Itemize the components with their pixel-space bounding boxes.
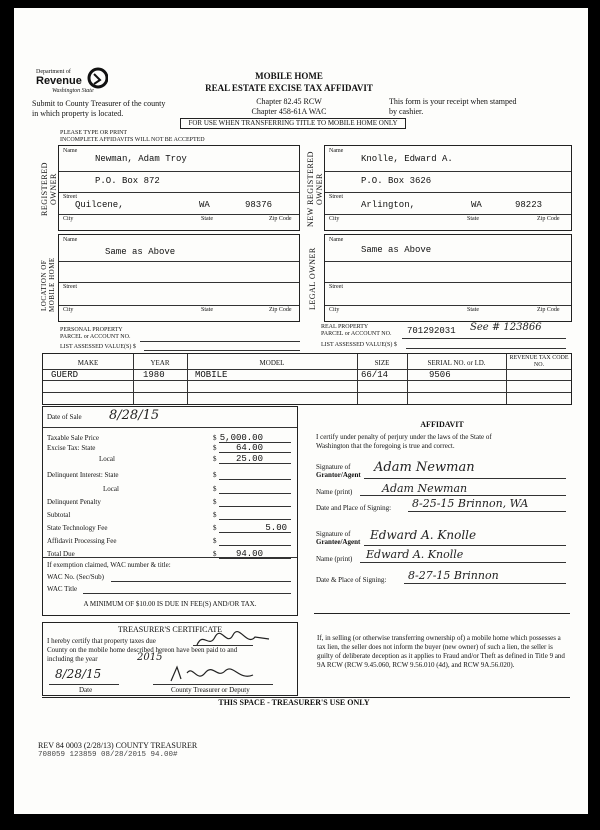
- dept-line2: Revenue: [36, 75, 82, 87]
- date-of-sale-label: Date of Sale: [47, 413, 82, 421]
- grantor-signature: Adam Newman: [374, 460, 475, 475]
- name-label: Name: [63, 148, 78, 154]
- registered-owner-name: Newman, Adam Troy: [95, 154, 187, 164]
- form-number: REV 84 0003 (2/28/13) COUNTY TREASURER: [38, 741, 198, 750]
- grantor-date-label: Date and Place of Signing:: [316, 504, 392, 512]
- dollar-sign: $: [213, 550, 217, 558]
- dept-line3: Washington State: [52, 88, 94, 94]
- dollar-sign: $: [213, 434, 217, 442]
- submit-line1: Submit to County Treasurer of the county: [32, 99, 166, 108]
- sale-row-label: State Technology Fee: [47, 524, 108, 532]
- location-label: LOCATION OF MOBILE HOME: [40, 257, 56, 313]
- sale-row-label: Total Due: [47, 550, 75, 558]
- real-parcel-no: 701292031: [407, 326, 456, 336]
- location-box: [58, 234, 300, 322]
- title-mobile-home: MOBILE HOME: [255, 71, 323, 81]
- vehicle-table: [42, 353, 572, 405]
- zip-label: Zip Code: [269, 216, 292, 222]
- lien-warning: If, in selling (or otherwise transferring ownership of) a mobile home which possesses a tax lien, the seller does not inform the buyer (new owner) of such a lien, the seller is guilty of deliberate deception as it applies to Fraud and/or Theft as defined in Title 9 and 9A RCW (RCW 9.45.060, RCW 9.56.010 (4d), and RCW 9A.56.020).: [317, 634, 565, 669]
- dollar-sign: $: [213, 471, 217, 479]
- submit-line2: in which property is located.: [32, 109, 124, 118]
- grantee-signature: Edward A. Knolle: [370, 528, 477, 542]
- revenue-logo: [34, 66, 108, 98]
- treasurer-signer-label: County Treasurer or Deputy: [171, 686, 250, 694]
- vehicle-serial: 9506: [429, 370, 451, 380]
- sale-box: [42, 406, 298, 616]
- cashier-stamp: 708059 123859 08/28/2015 94.00#: [38, 751, 178, 759]
- sale-row-label: Delinquent Interest: State: [47, 471, 119, 479]
- sale-row-label: Excise Tax: State: [47, 444, 96, 452]
- real-parcel-handwritten: See # 123866: [470, 322, 542, 333]
- street-label: Street: [329, 284, 343, 290]
- grantee-name-label: Name (print): [316, 555, 353, 563]
- wac-no-label: WAC No. (Sec/Sub): [47, 573, 104, 581]
- state-label: State: [467, 216, 479, 222]
- sale-row-value: 94.00: [235, 549, 263, 559]
- col-make: MAKE: [77, 359, 99, 367]
- date-of-sale-value: 8/28/15: [109, 408, 160, 423]
- dollar-sign: $: [213, 455, 217, 463]
- treasurer-title: TREASURER'S CERTIFICATE: [117, 625, 223, 634]
- sig-grantor-label1: Signature of: [316, 463, 351, 471]
- sale-row-label: Local: [99, 455, 115, 463]
- sale-row-value: 25.00: [235, 454, 263, 464]
- col-model: MODEL: [259, 359, 285, 367]
- dollar-sign: $: [213, 511, 217, 519]
- sig-grantor-label2: Grantor/Agent: [316, 471, 361, 479]
- col-revenue-code: REVENUE TAX CODE NO.: [509, 355, 569, 368]
- new-owner-city: Arlington,: [361, 200, 416, 210]
- name-label: Name: [63, 237, 78, 243]
- minimum-note: A MINIMUM OF $10.00 IS DUE IN FEE(S) AND/OR TAX.: [83, 600, 257, 608]
- treasurer-line3: including the year: [47, 655, 98, 663]
- dollar-sign: $: [213, 498, 217, 506]
- receipt-line2: by cashier.: [389, 107, 424, 116]
- affidavit-page: [14, 8, 588, 814]
- state-label: State: [467, 307, 479, 313]
- registered-owner-box: [58, 145, 300, 231]
- zip-label: Zip Code: [269, 307, 292, 313]
- wac-title-label: WAC Title: [47, 585, 78, 593]
- title-affidavit: REAL ESTATE EXCISE TAX AFFIDAVIT: [205, 83, 373, 93]
- registered-owner-label: REGISTERED OWNER: [40, 162, 58, 216]
- vehicle-year: 1980: [143, 370, 165, 380]
- city-label: City: [329, 216, 340, 222]
- sale-row-label: Subtotal: [47, 511, 71, 519]
- affidavit-title: AFFIDAVIT: [420, 420, 464, 429]
- street-label: Street: [63, 194, 77, 200]
- please-type: PLEASE TYPE OR PRINT: [60, 130, 128, 136]
- grantee-name: Edward A. Knolle: [366, 548, 464, 561]
- personal-parcel-label: PERSONAL PROPERTY: [60, 327, 123, 333]
- sig-grantee-label2: Grantee/Agent: [316, 538, 361, 546]
- treasurer-initials-scribble: [193, 629, 273, 651]
- treasurer-year: 2015: [137, 652, 163, 663]
- registered-owner-zip: 98376: [245, 200, 273, 210]
- assessed-label-right: LIST ASSESSED VALUE(S) $: [321, 342, 397, 348]
- city-label: City: [63, 216, 74, 222]
- street-label: Street: [329, 194, 343, 200]
- legal-owner-box: [324, 234, 572, 322]
- registered-owner-city: Quilcene,: [75, 200, 124, 210]
- grantee-date-place: 8-27-15 Brinnon: [408, 569, 499, 582]
- street-label: Street: [63, 284, 77, 290]
- grantor-date-place: 8-25-15 Brinnon, WA: [412, 497, 529, 510]
- col-size: SIZE: [374, 359, 390, 367]
- real-parcel-label: REAL PROPERTY: [321, 324, 369, 330]
- col-year: YEAR: [150, 359, 170, 367]
- dollar-sign: $: [213, 485, 217, 493]
- sale-row-label: Affidavit Processing Fee: [47, 537, 117, 545]
- vehicle-make: GUERD: [51, 370, 79, 380]
- treasurer-signature: [167, 663, 257, 685]
- city-label: City: [329, 307, 340, 313]
- grantee-date-label: Date & Place of Signing:: [316, 576, 387, 584]
- receipt-line1: This form is your receipt when stamped: [389, 97, 517, 106]
- new-owner-street: P.O. Box 3626: [361, 176, 432, 186]
- new-owner-label: NEW REGISTERED OWNER: [306, 151, 324, 227]
- name-label: Name: [329, 148, 344, 154]
- sale-row-value: 5.00: [265, 523, 287, 533]
- vehicle-size: 66/14: [361, 370, 389, 380]
- personal-parcel-label2: PARCEL or ACCOUNT NO.: [60, 334, 131, 340]
- affidavit-text2: Washington that the foregoing is true and correct.: [316, 442, 455, 450]
- assessed-label-left: LIST ASSESSED VALUE(S) $: [60, 344, 136, 350]
- sale-row-label: Delinquent Penalty: [47, 498, 101, 506]
- name-label: Name: [329, 237, 344, 243]
- grantor-name: Adam Newman: [382, 482, 468, 495]
- chapter-wac: Chapter 458-61A WAC: [251, 107, 327, 116]
- sale-row-label: Taxable Sale Price: [47, 434, 99, 442]
- treasurer-certificate-box: [42, 622, 298, 696]
- state-label: State: [201, 216, 213, 222]
- state-label: State: [201, 307, 213, 313]
- new-owner-state: WA: [471, 200, 482, 210]
- dollar-sign: $: [213, 444, 217, 452]
- sale-row-value: 5,000.00: [219, 433, 263, 443]
- legal-owner-name: Same as Above: [361, 245, 432, 255]
- grantor-name-label: Name (print): [316, 488, 353, 496]
- real-parcel-label2: PARCEL or ACCOUNT NO.: [321, 331, 392, 337]
- legal-owner-label: LEGAL OWNER: [308, 247, 317, 311]
- new-owner-name: Knolle, Edward A.: [361, 154, 453, 164]
- treasurer-line1: I hereby certify that property taxes due: [47, 637, 156, 645]
- sale-row-value: 64.00: [235, 443, 263, 453]
- use-when-banner: FOR USE WHEN TRANSFERRING TITLE TO MOBILE HOME ONLY: [180, 118, 406, 129]
- zip-label: Zip Code: [537, 216, 560, 222]
- col-serial: SERIAL NO. or I.D.: [427, 359, 486, 367]
- sig-grantee-label1: Signature of: [316, 530, 351, 538]
- new-owner-zip: 98223: [515, 200, 543, 210]
- dollar-sign: $: [213, 537, 217, 545]
- treasurer-use-label: THIS SPACE - TREASURER'S USE ONLY: [218, 698, 370, 707]
- dept-line1: Department of: [36, 69, 71, 75]
- exempt-label: If exemption claimed, WAC number & title:: [47, 561, 171, 569]
- treasurer-date-label: Date: [79, 686, 93, 694]
- treasurer-date-value: 8/28/15: [55, 667, 102, 681]
- affidavit-text1: I certify under penalty of perjury under the laws of the State of: [316, 433, 492, 441]
- zip-label: Zip Code: [537, 307, 560, 313]
- incomplete-note: INCOMPLETE AFFIDAVITS WILL NOT BE ACCEPTED: [60, 137, 205, 143]
- chapter-rcw: Chapter 82.45 RCW: [256, 97, 322, 106]
- treasurer-line2: County on the mobile home described hereon have been paid to and: [47, 646, 238, 654]
- registered-owner-street: P.O. Box 872: [95, 176, 160, 186]
- new-owner-box: [324, 145, 572, 231]
- dollar-sign: $: [213, 524, 217, 532]
- sale-row-label: Local: [103, 485, 119, 493]
- registered-owner-state: WA: [199, 200, 210, 210]
- city-label: City: [63, 307, 74, 313]
- location-name: Same as Above: [105, 247, 176, 257]
- vehicle-model: MOBILE: [195, 370, 228, 380]
